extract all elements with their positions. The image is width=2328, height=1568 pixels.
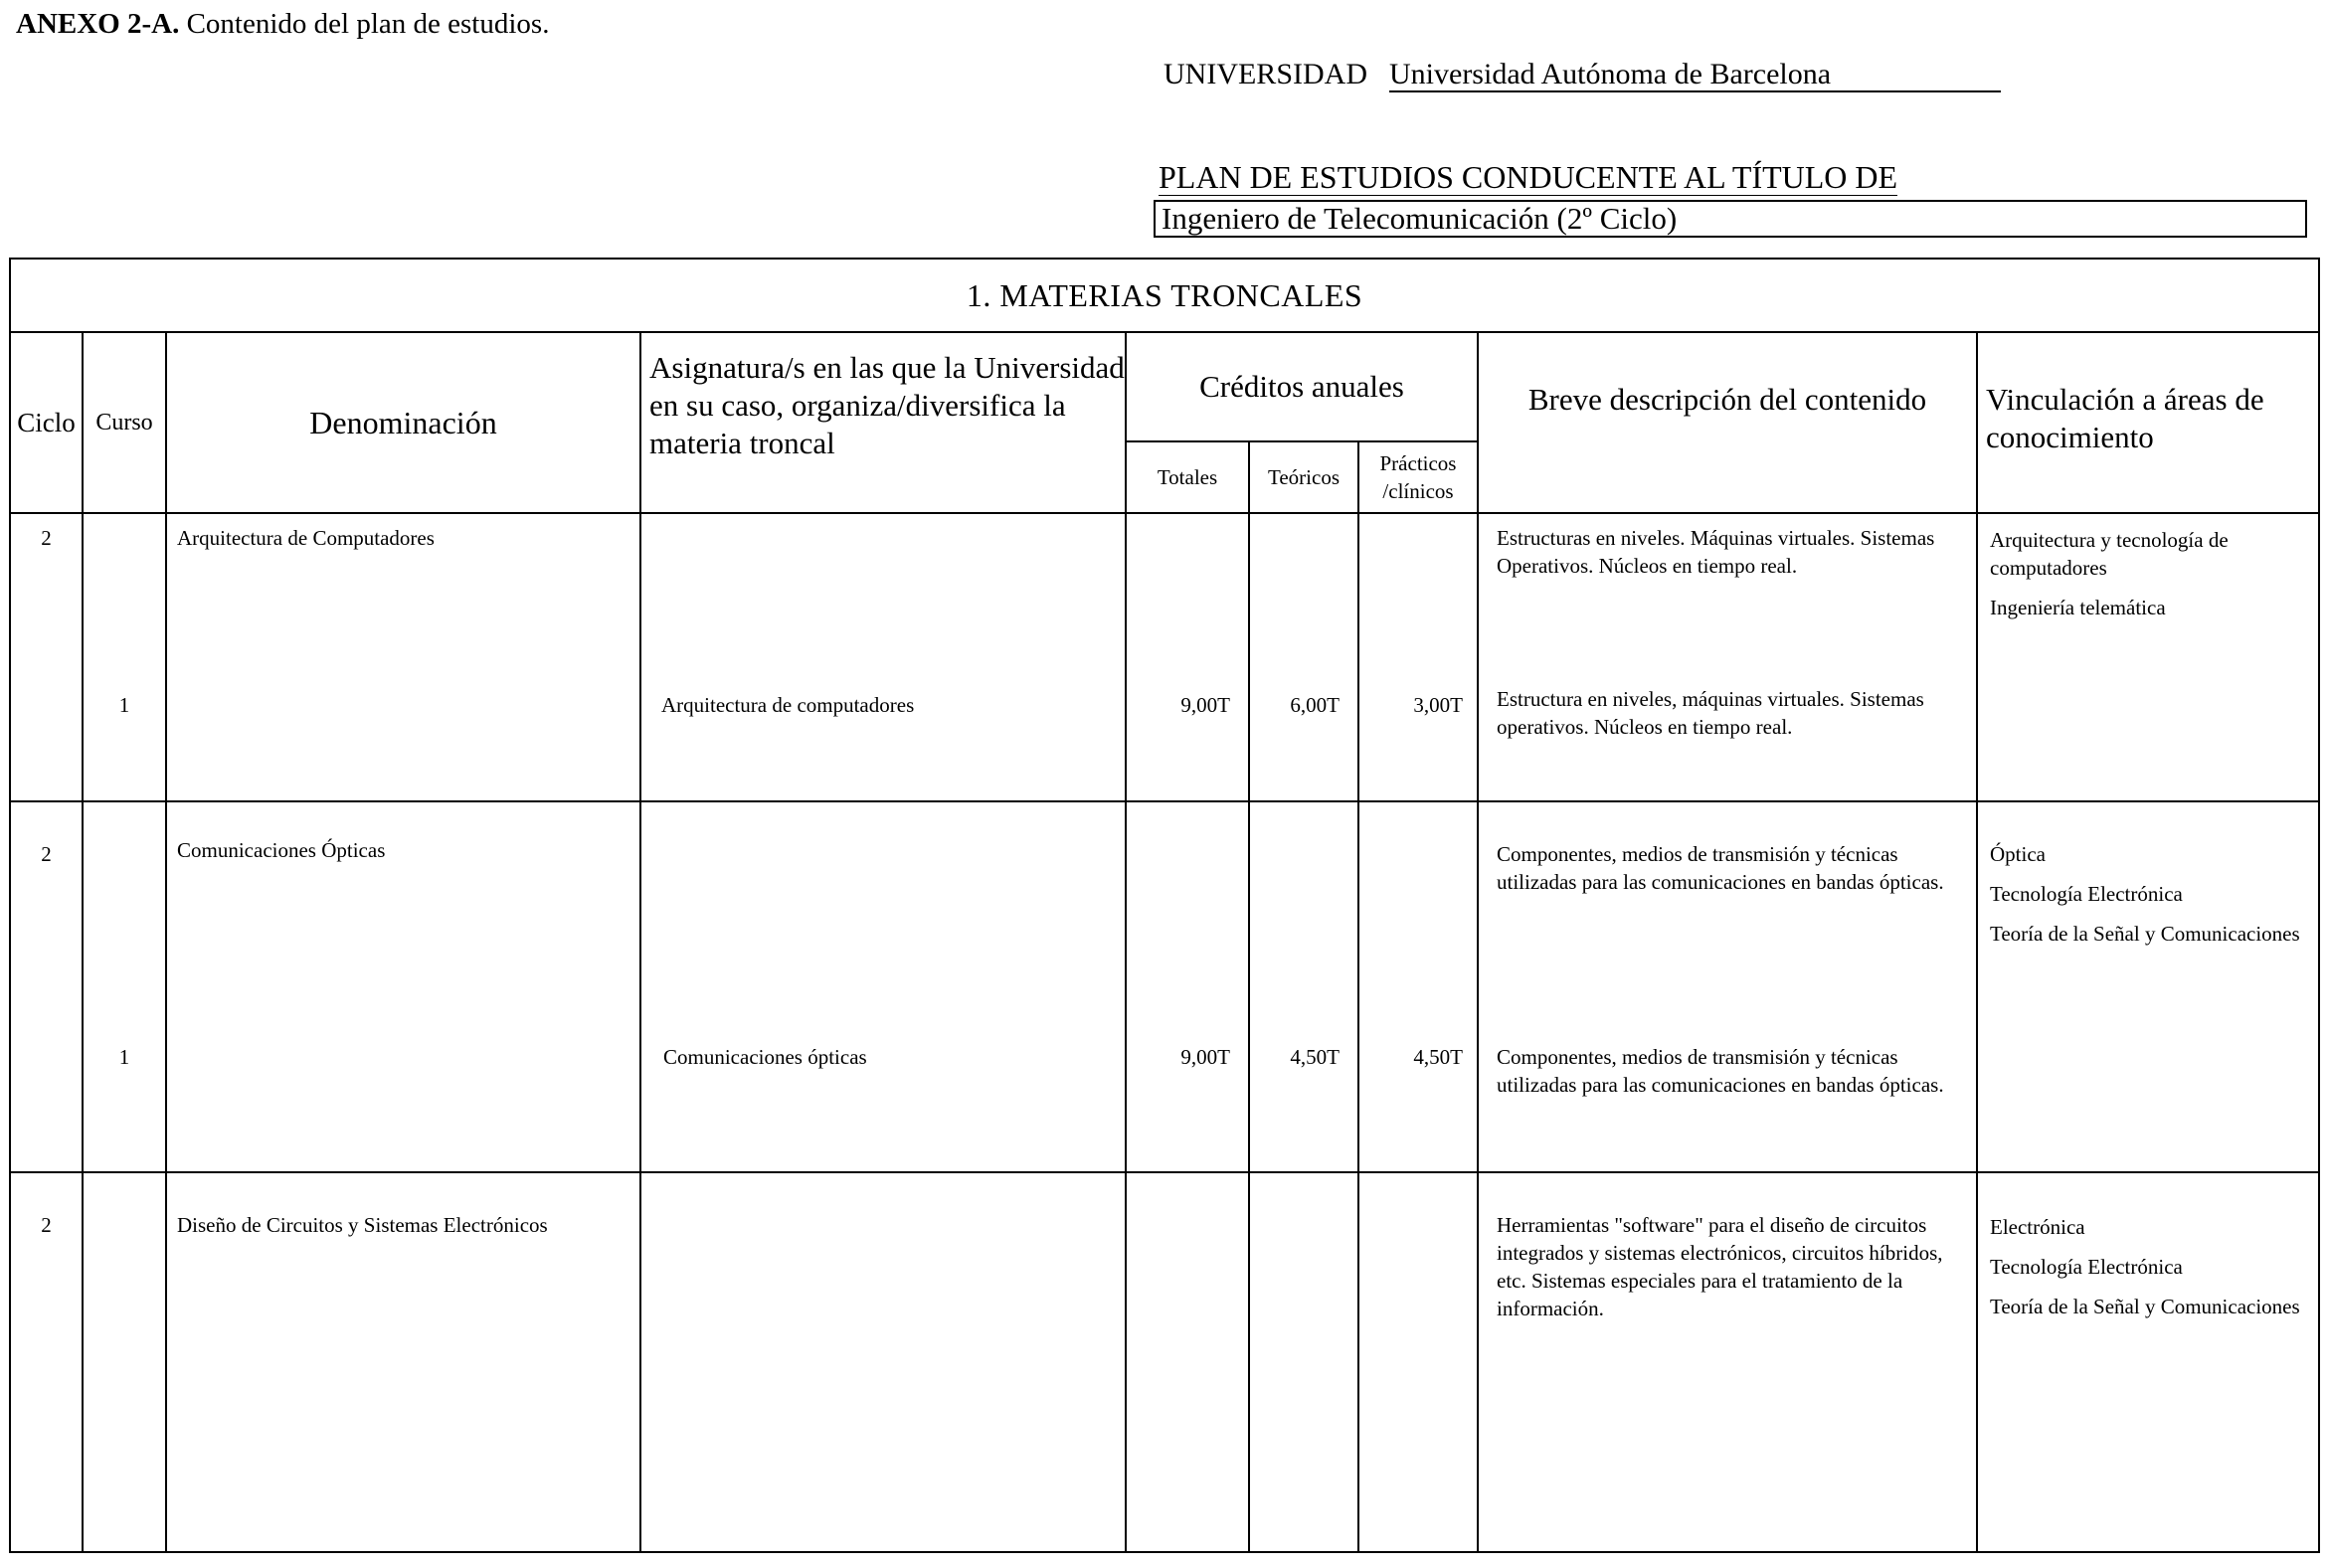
table-row: [10, 1172, 2319, 1552]
col-teoricos-header: Teóricos: [1249, 441, 1358, 513]
col-practicos-header: Prácticos /clínicos: [1358, 441, 1478, 513]
asignatura-descripcion: Estructura en niveles, máquinas virtuales. Sistemas operativos. Núcleos en tiempo real.: [1497, 687, 1924, 739]
col-descripcion-header: Breve descripción del contenido: [1478, 332, 1977, 513]
annex-label: ANEXO 2-A.: [16, 8, 180, 40]
area-item: Tecnología Electrónica: [1990, 1255, 2183, 1279]
university-name: Universidad Autónoma de Barcelona: [1389, 59, 2001, 92]
area-item: Electrónica: [1990, 1215, 2085, 1239]
creditos-totales: 9,00T: [1180, 693, 1230, 717]
areas-list: [1990, 1213, 2308, 1332]
materia-denominacion: Diseño de Circuitos y Sistemas Electrónicos: [177, 1213, 548, 1237]
curso-value: 1: [118, 1045, 130, 1069]
materia-denominacion: Arquitectura de Computadores: [177, 526, 435, 550]
area-item: Teoría de la Señal y Comunicaciones: [1990, 922, 2300, 946]
creditos-teoricos: 4,50T: [1290, 1045, 1340, 1069]
creditos-teoricos: 6,00T: [1290, 693, 1340, 717]
ciclo-value: 2: [41, 526, 52, 550]
asignatura-descripcion: Componentes, medios de transmisión y técnicas utilizadas para las comunicaciones en bandas ópticas.: [1497, 1045, 1944, 1097]
area-item: Teoría de la Señal y Comunicaciones: [1990, 1295, 2300, 1318]
col-ciclo-header: Ciclo: [10, 332, 83, 513]
creditos-practicos: 3,00T: [1413, 693, 1463, 717]
areas-list: [1990, 526, 2308, 633]
degree-title: Ingeniero de Telecomunicación (2º Ciclo): [1154, 200, 2307, 238]
materia-descripcion: Estructuras en niveles. Máquinas virtuales. Sistemas Operativos. Núcleos en tiempo real.: [1497, 526, 1935, 578]
areas-list: [1990, 840, 2308, 959]
curso-value: 1: [118, 693, 130, 717]
materia-descripcion: Componentes, medios de transmisión y técnicas utilizadas para las comunicaciones en bandas ópticas.: [1497, 842, 1944, 894]
materia-descripcion: Herramientas "software" para el diseño de circuitos integrados y sistemas electrónicos, circuitos híbridos, etc. Sistemas especiales para el tratamiento de la información.: [1497, 1213, 1943, 1320]
university-line: [1164, 58, 2001, 92]
area-item: Arquitectura y tecnología de computadores: [1990, 528, 2229, 580]
area-item: Ingeniería telemática: [1990, 596, 2166, 619]
table-row: [10, 513, 2319, 801]
table-row: [10, 801, 2319, 1172]
asignatura-nombre: Arquitectura de computadores: [661, 693, 915, 717]
materia-denominacion: Comunicaciones Ópticas: [177, 838, 386, 862]
area-item: Óptica: [1990, 842, 2046, 866]
ciclo-value: 2: [41, 1213, 52, 1237]
university-label: UNIVERSIDAD: [1164, 58, 1367, 90]
annex-text: Contenido del plan de estudios.: [186, 8, 550, 40]
col-denominacion-header: Denominación: [166, 332, 640, 513]
section-title: 1. MATERIAS TRONCALES: [10, 259, 2319, 332]
annex-heading: [16, 8, 549, 41]
col-asignaturas-header: Asignatura/s en las que la Universidad en su caso, organiza/diversifica la materia troncal: [640, 332, 1126, 513]
plan-heading: PLAN DE ESTUDIOS CONDUCENTE AL TÍTULO DE: [1159, 159, 1898, 195]
col-creditos-header: Créditos anuales: [1126, 332, 1478, 441]
creditos-practicos: 4,50T: [1413, 1045, 1463, 1069]
materias-table: [9, 258, 2320, 1553]
asignatura-nombre: Comunicaciones ópticas: [663, 1045, 867, 1069]
ciclo-value: 2: [41, 842, 52, 866]
area-item: Tecnología Electrónica: [1990, 882, 2183, 906]
col-totales-header: Totales: [1126, 441, 1249, 513]
col-curso-header: Curso: [83, 332, 166, 513]
creditos-totales: 9,00T: [1180, 1045, 1230, 1069]
col-vinculacion-header: Vinculación a áreas de conocimiento: [1977, 332, 2319, 513]
